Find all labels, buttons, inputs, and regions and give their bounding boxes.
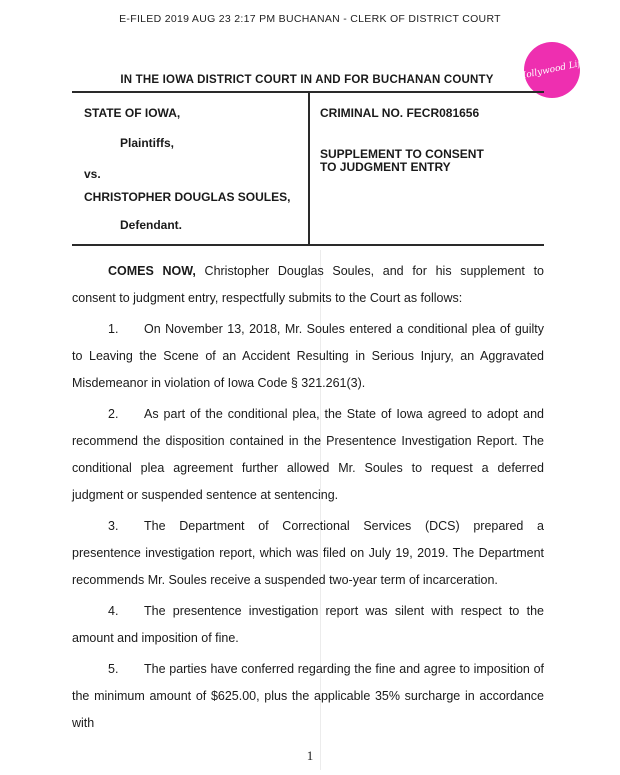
paragraph-2-number: 2. bbox=[108, 407, 119, 421]
paragraph-2-text: As part of the conditional plea, the State of Iowa agreed to adopt and recommend the disposition contained in the Presentence Investigation Report. The conditional plea agreement further allowed Mr. Soules to request a deferred judgment or suspended sentence at sentencing. bbox=[72, 407, 544, 502]
caption-divider bbox=[308, 91, 310, 246]
intro-lead: COMES NOW, bbox=[108, 264, 196, 278]
logo-text: Hollywood Life bbox=[517, 57, 587, 83]
defendant-role: Defendant. bbox=[120, 218, 183, 232]
paragraph-2 bbox=[72, 401, 544, 509]
court-heading: IN THE IOWA DISTRICT COURT IN AND FOR BUCHANAN COUNTY bbox=[120, 74, 494, 86]
plaintiff-name: STATE OF IOWA, bbox=[84, 106, 181, 120]
paragraph-5-text: The parties have conferred regarding the fine and agree to imposition of the minimum amount of $625.00, plus the applicable 35% surcharge in accordance with bbox=[72, 662, 544, 730]
document-title-line-1: SUPPLEMENT TO CONSENT bbox=[320, 147, 484, 161]
defendant-name: CHRISTOPHER DOUGLAS SOULES, bbox=[84, 190, 291, 204]
caption-bottom-rule bbox=[72, 244, 544, 246]
paragraph-5-number: 5. bbox=[108, 662, 119, 676]
intro-paragraph bbox=[72, 258, 544, 312]
paragraph-4 bbox=[72, 598, 544, 652]
watermark-logo bbox=[517, 42, 587, 98]
page-number: 1 bbox=[306, 748, 314, 763]
document-body bbox=[72, 258, 544, 737]
document-title-line-2: TO JUDGMENT ENTRY bbox=[320, 160, 451, 174]
paragraph-4-number: 4. bbox=[108, 604, 119, 618]
paragraph-3-text: The Department of Correctional Services (DCS) prepared a presentence investigation report, which was filed on July 19, 2019. The Department recommends Mr. Soules receive a suspended two-year term of incarceration. bbox=[72, 519, 544, 587]
efiled-stamp: E-FILED 2019 AUG 23 2:17 PM BUCHANAN - CLERK OF DISTRICT COURT bbox=[119, 13, 501, 25]
paragraph-4-text: The presentence investigation report was silent with respect to the amount and imposition of fine. bbox=[72, 604, 544, 645]
paragraph-1-number: 1. bbox=[108, 322, 119, 336]
paragraph-3 bbox=[72, 513, 544, 594]
case-number: CRIMINAL NO. FECR081656 bbox=[320, 106, 480, 120]
paragraph-5 bbox=[72, 656, 544, 737]
versus-label: vs. bbox=[84, 167, 101, 181]
paragraph-1-text: On November 13, 2018, Mr. Soules entered a conditional plea of guilty to Leaving the Scene of an Accident Resulting in Serious Injury, an Aggravated Misdemeanor in violation of Iowa Code § 321.261(3). bbox=[72, 322, 544, 390]
paragraph-1 bbox=[72, 316, 544, 397]
plaintiff-role: Plaintiffs, bbox=[120, 136, 175, 150]
paragraph-3-number: 3. bbox=[108, 519, 119, 533]
intro-text: Christopher Douglas Soules, and for his supplement to consent to judgment entry, respectfully submits to the Court as follows: bbox=[72, 264, 544, 305]
